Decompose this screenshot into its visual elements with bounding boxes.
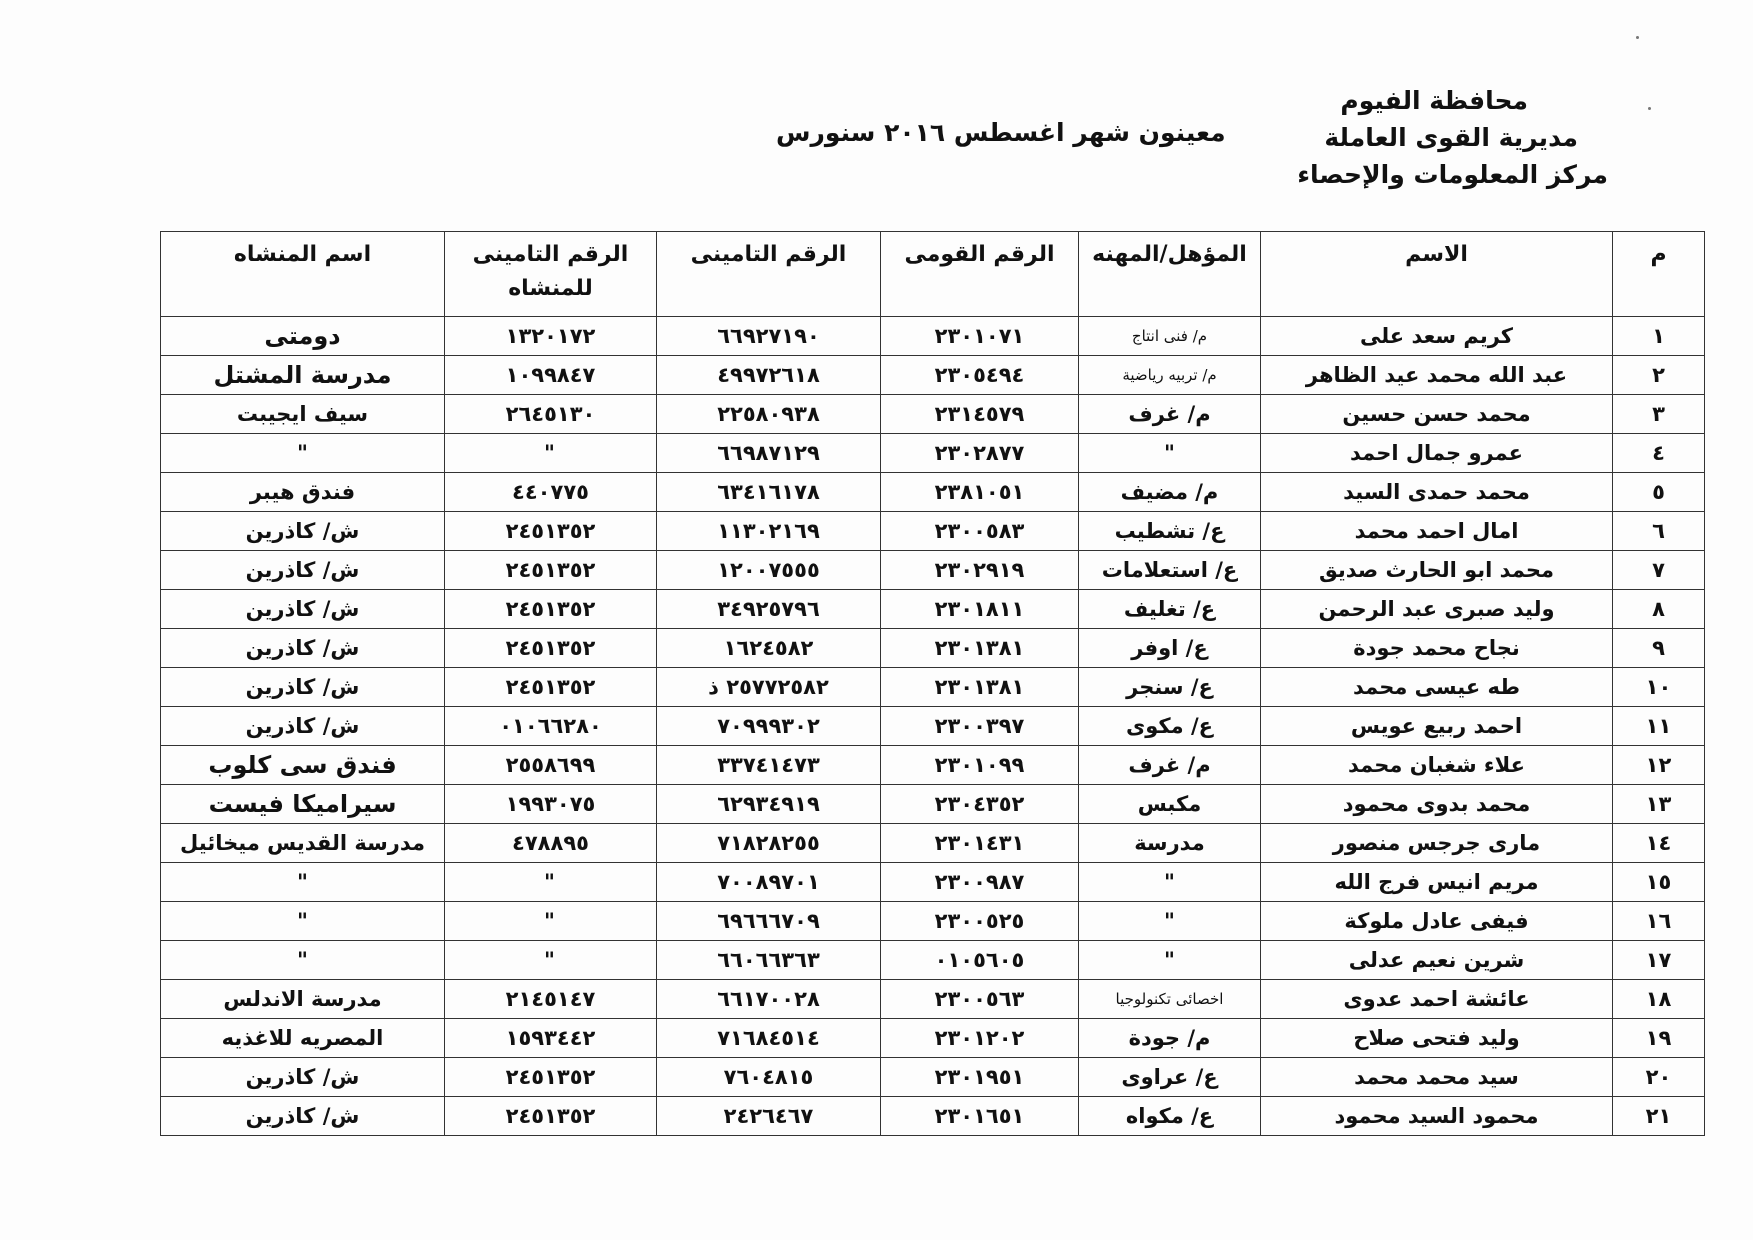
national-id-cell: ٢٣٠١٣٨١ <box>881 629 1079 668</box>
row-index-cell: ٩ <box>1613 629 1705 668</box>
establishment-name-cell: ش/ كاذرين <box>161 668 445 707</box>
table-row <box>161 395 1705 434</box>
national-id-cell: ٢٣٠٠٣٩٧ <box>881 707 1079 746</box>
insurance-number-cell: ١٦٢٤٥٨٢ <box>657 629 881 668</box>
establishment-name-cell: " <box>161 941 445 980</box>
establishment-name-cell: ش/ كاذرين <box>161 551 445 590</box>
establishment-name-cell: ش/ كاذرين <box>161 629 445 668</box>
employee-name-cell: شرين نعيم عدلى <box>1261 941 1613 980</box>
row-index-cell: ١٨ <box>1613 980 1705 1019</box>
insurance-number-cell: ٧٠٠٨٩٧٠١ <box>657 863 881 902</box>
employee-name-cell: فيفى عادل ملوكة <box>1261 902 1613 941</box>
scan-speck <box>1648 107 1651 110</box>
qualification-cell: مدرسة <box>1079 824 1261 863</box>
employee-name-cell: عمرو جمال احمد <box>1261 434 1613 473</box>
table-row <box>161 1019 1705 1058</box>
employee-name-cell: وليد فتحى صلاح <box>1261 1019 1613 1058</box>
row-index-cell: ٤ <box>1613 434 1705 473</box>
row-index-cell: ١٣ <box>1613 785 1705 824</box>
employee-name-cell: سيد محمد محمد <box>1261 1058 1613 1097</box>
national-id-cell: ٢٣٠٠٥٦٣ <box>881 980 1079 1019</box>
qualification-cell: " <box>1079 941 1261 980</box>
insurance-number-cell: ٣٣٧٤١٤٧٣ <box>657 746 881 785</box>
document-header <box>1297 82 1608 193</box>
insurance-number-cell: ٣٤٩٢٥٧٩٦ <box>657 590 881 629</box>
national-id-cell: ٢٣٠٤٣٥٢ <box>881 785 1079 824</box>
qualification-cell: م/ جودة <box>1079 1019 1261 1058</box>
qualification-cell: مكبس <box>1079 785 1261 824</box>
employee-name-cell: امال احمد محمد <box>1261 512 1613 551</box>
row-index-cell: ١٦ <box>1613 902 1705 941</box>
employee-name-cell: مريم انيس فرج الله <box>1261 863 1613 902</box>
establishment-insurance-cell: ١٠٩٩٨٤٧ <box>445 356 657 395</box>
establishment-insurance-cell: ١٥٩٣٤٤٢ <box>445 1019 657 1058</box>
table-row <box>161 590 1705 629</box>
national-id-cell: ٢٣٠١٢٠٢ <box>881 1019 1079 1058</box>
employee-name-cell: محمد حمدى السيد <box>1261 473 1613 512</box>
employee-name-cell: طه عيسى محمد <box>1261 668 1613 707</box>
national-id-cell: ٢٣١٤٥٧٩ <box>881 395 1079 434</box>
establishment-name-cell: ش/ كاذرين <box>161 707 445 746</box>
establishment-name-cell: مدرسة الاندلس <box>161 980 445 1019</box>
table-row <box>161 785 1705 824</box>
table-row <box>161 941 1705 980</box>
qualification-cell: م/ مضيف <box>1079 473 1261 512</box>
row-index-cell: ١١ <box>1613 707 1705 746</box>
national-id-cell: ٢٣٠١٨١١ <box>881 590 1079 629</box>
establishment-name-cell: " <box>161 434 445 473</box>
table-row <box>161 629 1705 668</box>
row-index-cell: ٢ <box>1613 356 1705 395</box>
national-id-cell: ٢٣٠١٣٨١ <box>881 668 1079 707</box>
establishment-insurance-cell: ٢٤٥١٣٥٢ <box>445 551 657 590</box>
row-index-cell: ١٢ <box>1613 746 1705 785</box>
table-header-row <box>161 232 1705 317</box>
row-index-cell: ٨ <box>1613 590 1705 629</box>
establishment-insurance-cell: ٢٤٥١٣٥٢ <box>445 1097 657 1136</box>
table-row <box>161 356 1705 395</box>
insurance-number-cell: ٢٥٧٧٢٥٨٢ ذ <box>657 668 881 707</box>
insurance-number-cell: ٦٦١٧٠٠٢٨ <box>657 980 881 1019</box>
column-header-establishment-name: اسم المنشاه <box>161 232 445 317</box>
insurance-number-cell: ٦٢٩٣٤٩١٩ <box>657 785 881 824</box>
national-id-cell: ٢٣٠٠٥٢٥ <box>881 902 1079 941</box>
governorate-line: محافظة الفيوم <box>1340 86 1528 115</box>
establishment-insurance-cell: ١٣٢٠١٧٢ <box>445 317 657 356</box>
center-line: مركز المعلومات والإحصاء <box>1297 160 1608 189</box>
establishment-insurance-cell: " <box>445 941 657 980</box>
row-index-cell: ٢١ <box>1613 1097 1705 1136</box>
insurance-number-cell: ٧١٨٢٨٢٥٥ <box>657 824 881 863</box>
qualification-cell: ع/ استعلامات <box>1079 551 1261 590</box>
qualification-cell: " <box>1079 863 1261 902</box>
employee-name-cell: مارى جرجس منصور <box>1261 824 1613 863</box>
establishment-insurance-cell: ٢٤٥١٣٥٢ <box>445 512 657 551</box>
insurance-number-cell: ٢٤٢٦٤٦٧ <box>657 1097 881 1136</box>
establishment-insurance-cell: ٤٧٨٨٩٥ <box>445 824 657 863</box>
row-index-cell: ٦ <box>1613 512 1705 551</box>
establishment-name-cell: ش/ كاذرين <box>161 1058 445 1097</box>
employee-name-cell: عائشة احمد عدوى <box>1261 980 1613 1019</box>
column-header-name: الاسم <box>1261 232 1613 317</box>
employee-name-cell: محمد بدوى محمود <box>1261 785 1613 824</box>
qualification-cell: م/ فنى انتاج <box>1079 317 1261 356</box>
insurance-number-cell: ١٢٠٠٧٥٥٥ <box>657 551 881 590</box>
insurance-number-cell: ١١٣٠٢١٦٩ <box>657 512 881 551</box>
qualification-cell: ع/ تشطيب <box>1079 512 1261 551</box>
establishment-insurance-cell: ٠١٠٦٦٢٨٠ <box>445 707 657 746</box>
table-row <box>161 434 1705 473</box>
qualification-cell: " <box>1079 434 1261 473</box>
establishment-insurance-cell: " <box>445 434 657 473</box>
table-body <box>161 317 1705 1136</box>
establishment-insurance-cell: " <box>445 863 657 902</box>
national-id-cell: ٢٣٠١٤٣١ <box>881 824 1079 863</box>
table-row <box>161 512 1705 551</box>
employee-name-cell: عبد الله محمد عيد الظاهر <box>1261 356 1613 395</box>
insurance-number-cell: ٦٦٠٦٦٣٦٣ <box>657 941 881 980</box>
column-header-insurance-number: الرقم التامينى <box>657 232 881 317</box>
column-header-establishment-insurance: الرقم التامينى للمنشاه <box>445 232 657 317</box>
row-index-cell: ١٩ <box>1613 1019 1705 1058</box>
row-index-cell: ١٥ <box>1613 863 1705 902</box>
national-id-cell: ٢٣٨١٠٥١ <box>881 473 1079 512</box>
national-id-cell: ٢٣٠٢٩١٩ <box>881 551 1079 590</box>
establishment-name-cell: ش/ كاذرين <box>161 512 445 551</box>
table-row <box>161 746 1705 785</box>
establishment-name-cell: سيراميكا فيست <box>161 785 445 824</box>
table-row <box>161 1058 1705 1097</box>
national-id-cell: ٢٣٠١٠٧١ <box>881 317 1079 356</box>
establishment-insurance-cell: ٤٤٠٧٧٥ <box>445 473 657 512</box>
qualification-cell: م/ غرف <box>1079 746 1261 785</box>
row-index-cell: ٧ <box>1613 551 1705 590</box>
establishment-insurance-cell: ٢٦٤٥١٣٠ <box>445 395 657 434</box>
insurance-number-cell: ٢٢٥٨٠٩٣٨ <box>657 395 881 434</box>
establishment-name-cell: المصريه للاغذيه <box>161 1019 445 1058</box>
employee-name-cell: محمود السيد محمود <box>1261 1097 1613 1136</box>
row-index-cell: ٣ <box>1613 395 1705 434</box>
employee-name-cell: كريم سعد على <box>1261 317 1613 356</box>
table-row <box>161 902 1705 941</box>
insurance-number-cell: ٤٩٩٧٢٦١٨ <box>657 356 881 395</box>
insurance-number-cell: ٧٠٩٩٩٣٠٢ <box>657 707 881 746</box>
row-index-cell: ١٧ <box>1613 941 1705 980</box>
document-subtitle: معينون شهر اغسطس ٢٠١٦ سنورس <box>776 118 1226 147</box>
qualification-cell: ع/ عراوى <box>1079 1058 1261 1097</box>
employee-name-cell: وليد صبرى عبد الرحمن <box>1261 590 1613 629</box>
establishment-name-cell: ش/ كاذرين <box>161 1097 445 1136</box>
table-row <box>161 668 1705 707</box>
table-row <box>161 824 1705 863</box>
employee-name-cell: نجاح محمد جودة <box>1261 629 1613 668</box>
establishment-name-cell: " <box>161 902 445 941</box>
national-id-cell: ٢٣٠٠٩٨٧ <box>881 863 1079 902</box>
qualification-cell: ع/ مكواه <box>1079 1097 1261 1136</box>
scan-speck <box>1636 36 1639 39</box>
table-row <box>161 863 1705 902</box>
establishment-insurance-cell: ١٩٩٣٠٧٥ <box>445 785 657 824</box>
national-id-cell: ٢٣٠٥٤٩٤ <box>881 356 1079 395</box>
establishment-name-cell: ش/ كاذرين <box>161 590 445 629</box>
insurance-number-cell: ٦٦٩٢٧١٩٠ <box>657 317 881 356</box>
table-row <box>161 473 1705 512</box>
insurance-number-cell: ٧١٦٨٤٥١٤ <box>657 1019 881 1058</box>
establishment-insurance-cell: " <box>445 902 657 941</box>
establishment-insurance-cell: ٢٥٥٨٦٩٩ <box>445 746 657 785</box>
establishment-insurance-cell: ٢٤٥١٣٥٢ <box>445 1058 657 1097</box>
national-id-cell: ٢٣٠٢٨٧٧ <box>881 434 1079 473</box>
qualification-cell: م/ تربيه رياضية <box>1079 356 1261 395</box>
insurance-number-cell: ٦٣٤١٦١٧٨ <box>657 473 881 512</box>
establishment-name-cell: دومتى <box>161 317 445 356</box>
establishment-name-cell: مدرسة القديس ميخائيل <box>161 824 445 863</box>
qualification-cell: ع/ مكوى <box>1079 707 1261 746</box>
table-row <box>161 317 1705 356</box>
establishment-name-cell: فندق هيبر <box>161 473 445 512</box>
insurance-number-cell: ٧٦٠٤٨١٥ <box>657 1058 881 1097</box>
column-header-index: م <box>1613 232 1705 317</box>
row-index-cell: ١٠ <box>1613 668 1705 707</box>
national-id-cell: ٢٣٠٠٥٨٣ <box>881 512 1079 551</box>
column-header-qualification: المؤهل/المهنه <box>1079 232 1261 317</box>
national-id-cell: ٠١٠٥٦٠٥ <box>881 941 1079 980</box>
establishment-insurance-cell: ٢٤٥١٣٥٢ <box>445 590 657 629</box>
insurance-number-cell: ٦٩٦٦٦٧٠٩ <box>657 902 881 941</box>
table-row <box>161 1097 1705 1136</box>
establishment-name-cell: فندق سى كلوب <box>161 746 445 785</box>
establishment-insurance-cell: ٢٤٥١٣٥٢ <box>445 668 657 707</box>
national-id-cell: ٢٣٠١٠٩٩ <box>881 746 1079 785</box>
employee-name-cell: محمد حسن حسين <box>1261 395 1613 434</box>
establishment-insurance-cell: ٢٤٥١٣٥٢ <box>445 629 657 668</box>
employee-name-cell: علاء شغبان محمد <box>1261 746 1613 785</box>
employee-name-cell: محمد ابو الحارث صديق <box>1261 551 1613 590</box>
qualification-cell: ع/ اوفر <box>1079 629 1261 668</box>
employees-table <box>160 231 1705 1136</box>
table-row <box>161 551 1705 590</box>
directorate-line: مديرية القوى العاملة <box>1324 123 1578 152</box>
establishment-name-cell: سيف ايجيبت <box>161 395 445 434</box>
column-header-national-id: الرقم القومى <box>881 232 1079 317</box>
insurance-number-cell: ٦٦٩٨٧١٢٩ <box>657 434 881 473</box>
qualification-cell: ع/ سنجر <box>1079 668 1261 707</box>
row-index-cell: ١ <box>1613 317 1705 356</box>
qualification-cell: ع/ تغليف <box>1079 590 1261 629</box>
employee-name-cell: احمد ربيع عويس <box>1261 707 1613 746</box>
qualification-cell: اخصائى تكنولوجيا <box>1079 980 1261 1019</box>
establishment-insurance-cell: ٢١٤٥١٤٧ <box>445 980 657 1019</box>
national-id-cell: ٢٣٠١٩٥١ <box>881 1058 1079 1097</box>
qualification-cell: م/ غرف <box>1079 395 1261 434</box>
table-row <box>161 707 1705 746</box>
national-id-cell: ٢٣٠١٦٥١ <box>881 1097 1079 1136</box>
row-index-cell: ٥ <box>1613 473 1705 512</box>
establishment-name-cell: مدرسة المشتل <box>161 356 445 395</box>
establishment-name-cell: " <box>161 863 445 902</box>
row-index-cell: ٢٠ <box>1613 1058 1705 1097</box>
qualification-cell: " <box>1079 902 1261 941</box>
table-row <box>161 980 1705 1019</box>
row-index-cell: ١٤ <box>1613 824 1705 863</box>
